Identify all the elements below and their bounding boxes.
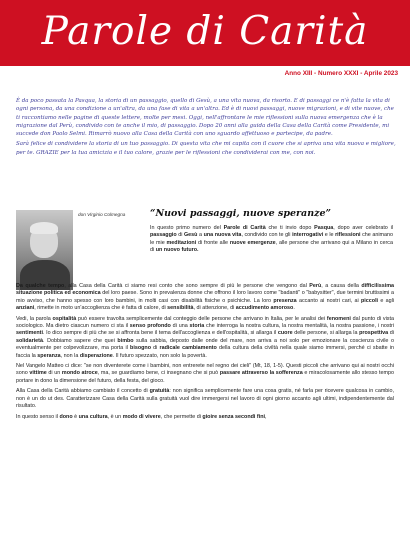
text-run: Nel Vangelo Matteo ci dice: "se non diventerete come i bambini, non entrerete nel regno dei cieli" (Mt, 18, 1-5). Questi piccoli che arrivano qui ai nostri occhi sono	[16, 363, 394, 377]
emphasis-text: anziani	[16, 305, 35, 312]
text-run: , dopo aver celebrato il	[333, 225, 393, 231]
text-run: del loro paese. Sono in prevalenza donne che offrono il loro lavoro come "badanti" o "babysitter", due termini bruttissimi a mio avviso, che hanno spesso con loro bambini, in molti casi con disabilità fisiche o psichiche. La loro	[16, 290, 394, 304]
emphasis-text: gratuità	[149, 388, 170, 395]
photo-caption: don Virginio Colmegna	[78, 212, 126, 217]
text-run: dal punto di vista sociologico. Ma dietro ciascun numero ci sta il	[16, 315, 394, 330]
emphasis-text: dono	[59, 413, 73, 420]
emphasis-text: Pasqua	[314, 225, 334, 231]
body-paragraph	[16, 283, 394, 313]
text-run: della cultura della civiltà nella quale siamo immersi, perché ci sbatte in faccia la	[16, 345, 394, 359]
text-run: , non la	[60, 352, 80, 359]
text-run: Alla Casa della Carità abbiamo cambiato il concetto di	[16, 388, 150, 395]
text-run: . Io dico sempre di più che se si affronta bene il tema dell'accoglienza e dell'ospitalità, si allarga il	[42, 330, 278, 337]
emphasis-text: passare attraverso la sofferenza	[219, 370, 303, 377]
emphasis-text: mondo atroce	[61, 370, 98, 377]
text-run: e agli	[378, 297, 395, 304]
text-run: e miracolosamente allo stesso tempo portare in dono la dimensione del futuro, della festa, del gioco.	[16, 370, 394, 384]
text-run: a	[197, 232, 204, 239]
emphasis-text: senso profondo	[129, 323, 171, 330]
emphasis-text: prospettiva	[359, 330, 389, 337]
emphasis-text: fenomeni	[326, 315, 351, 322]
text-run: In questo primo numero del	[150, 225, 224, 231]
emphasis-text: storia	[189, 323, 205, 330]
emphasis-text: piccoli	[360, 297, 379, 304]
emphasis-text: passaggio	[150, 232, 177, 239]
text-run: di	[388, 330, 394, 337]
intro-paragraph	[150, 225, 393, 255]
text-run: sulla sabbia, deposto dalle onde del mare, non arriva a noi solo per emozionare la coscienza civile o eventualmente per colpevolizzare, ma porta il	[16, 337, 394, 352]
text-run: , di attenzione, di	[193, 305, 236, 312]
article-intro	[150, 225, 393, 258]
emphasis-text: interrogativi	[292, 232, 324, 239]
text-run: : non significa semplicemente fare una cosa gratis, né farla per ricevere qualcosa in cambio, non è un do ut des. Caratterizzare Casa della Carità sulla gratuità vuol dire immergersi nel lavoro di ogni giorno accanto agli ultimi, indipendentemente dal risultato.	[16, 388, 395, 410]
emphasis-text: accudimento amoroso	[235, 305, 294, 312]
emphasis-text: Parole di Carità	[223, 225, 266, 231]
text-run: , è un	[107, 413, 123, 420]
text-run: Vedi, la parola	[16, 315, 53, 322]
handwritten-paragraph: Sarà felice di condividere la storia di un tuo passaggio. Di questa vita che mi capita con il cuore che si apriva una vita nuova e migliore, per te. GRAZIE per la tua amicizia e il tuo calore, grazie per le riflessioni che condividerai con me, con noi.	[16, 141, 396, 156]
article-body	[16, 283, 394, 424]
text-run: può essere travolta semplicemente dal conteggio delle persone che arrivano in Italia, per le analisi dei	[76, 315, 327, 322]
text-run: , che permette di	[160, 413, 203, 420]
emphasis-text: cuore	[277, 330, 293, 337]
text-run: , alle persone che arrivano qui a Milano in cerca di	[150, 239, 393, 254]
text-run: di	[176, 232, 184, 239]
body-paragraph	[16, 316, 394, 360]
text-run: , a causa della	[321, 283, 362, 289]
text-run: di un	[46, 370, 62, 377]
newsletter-title: Parole di Carità	[41, 9, 369, 54]
text-run: e le	[323, 232, 336, 239]
article-title: “Nuovi passaggi, nuove speranze”	[150, 208, 332, 219]
text-run: delle persone, si allarga la	[292, 330, 360, 337]
emphasis-text: Gesù	[183, 232, 198, 239]
emphasis-text: una nuova vita	[203, 232, 242, 239]
text-run: accanto ai nostri cari, ai	[296, 297, 361, 304]
emphasis-text: presenza	[273, 297, 297, 304]
emphasis-text: gioire senza secondi fini	[202, 413, 265, 420]
handwritten-paragraph: È da poco passata la Pasqua, la storia di un passaggio, quello di Gesù, a una vita nuova, da risorto. E di passaggi ce n'è fatta la vita di ogni persona, da una condizione a un'altra, da una fase di vita a un'altra. Ed è di nuovi passaggi, nuove migrazioni, e di vite nuove, che ti raccontiamo nelle pagine di queste lettere, molte per mesi. Oggi, nell'affrontare le mie riflessioni sulla nuova emergenza che è la migrazione dal Perù, condivido con te anche il mio, di passaggio. Dopo 20 anni alla guida della Casa della Carità come Presidente, mi succede don Paolo Selmi. Rimarrò nuovo alla Casa della Carità con uno sguardo affettuoso e partecipe, da padre.	[16, 98, 394, 138]
text-run: che ti invio dopo	[265, 225, 315, 231]
text-run: che interroga la nostra cultura, la nostra mentalità, la nostra passione, i nostri	[204, 323, 394, 330]
emphasis-text: sensibilità	[167, 305, 194, 312]
text-run: di	[151, 345, 160, 352]
emphasis-text: Perù	[309, 283, 322, 289]
text-run: ,	[265, 413, 267, 420]
emphasis-text: vittime	[29, 370, 47, 377]
emphasis-text: disperazione	[79, 352, 113, 359]
emphasis-text: meditazioni	[166, 239, 197, 246]
text-run: di fronte alle	[196, 239, 230, 246]
emphasis-text: un nuovo futuro.	[155, 247, 199, 254]
body-paragraph	[16, 363, 394, 385]
text-run: . Dobbiamo sapere che quei	[42, 337, 118, 344]
text-run: di una	[170, 323, 190, 330]
text-run: . Il futuro spezzato, non solo la povertà.	[112, 352, 207, 359]
author-photo	[16, 210, 73, 290]
emphasis-text: radicale cambiamento	[159, 345, 217, 352]
emphasis-text: speranza	[37, 352, 61, 359]
photo-hair	[30, 222, 58, 234]
body-paragraph	[16, 388, 394, 410]
text-run: , alla Casa della Carità ci siamo resi conto che sono sempre di più le persone che vengono dal	[64, 283, 310, 289]
emphasis-text: difficilissima situazione politica ed economica	[16, 283, 394, 297]
masthead	[0, 0, 410, 66]
emphasis-text: solidarietà	[16, 337, 43, 344]
issue-line: Anno XIII - Numero XXXI - Aprile 2023	[284, 70, 398, 77]
emphasis-text: bimbo	[117, 337, 134, 344]
emphasis-text: Da qualche tempo	[16, 283, 65, 289]
text-run: , rimette in moto un'accoglienza che è fatta di calore, di	[34, 305, 168, 312]
emphasis-text: ospitalità	[52, 315, 77, 322]
text-run: , condivido con te gli	[241, 232, 293, 239]
emphasis-text: riflessioni	[335, 232, 361, 239]
handwritten-letter	[16, 97, 396, 159]
text-run: In questo senso il	[16, 413, 60, 420]
emphasis-text: una cultura	[78, 413, 108, 420]
emphasis-text: modo di vivere	[122, 413, 161, 420]
emphasis-text: nuove emergenze	[229, 239, 276, 246]
text-run: , ma, se guardiamo bene, ci insegnano che si può	[97, 370, 220, 377]
emphasis-text: sentimenti	[16, 330, 43, 337]
body-paragraph	[16, 414, 394, 421]
text-run: è	[72, 413, 79, 420]
text-run: che animano le mie	[150, 232, 394, 246]
text-run: .	[293, 305, 295, 312]
emphasis-text: bisogno	[130, 345, 151, 352]
